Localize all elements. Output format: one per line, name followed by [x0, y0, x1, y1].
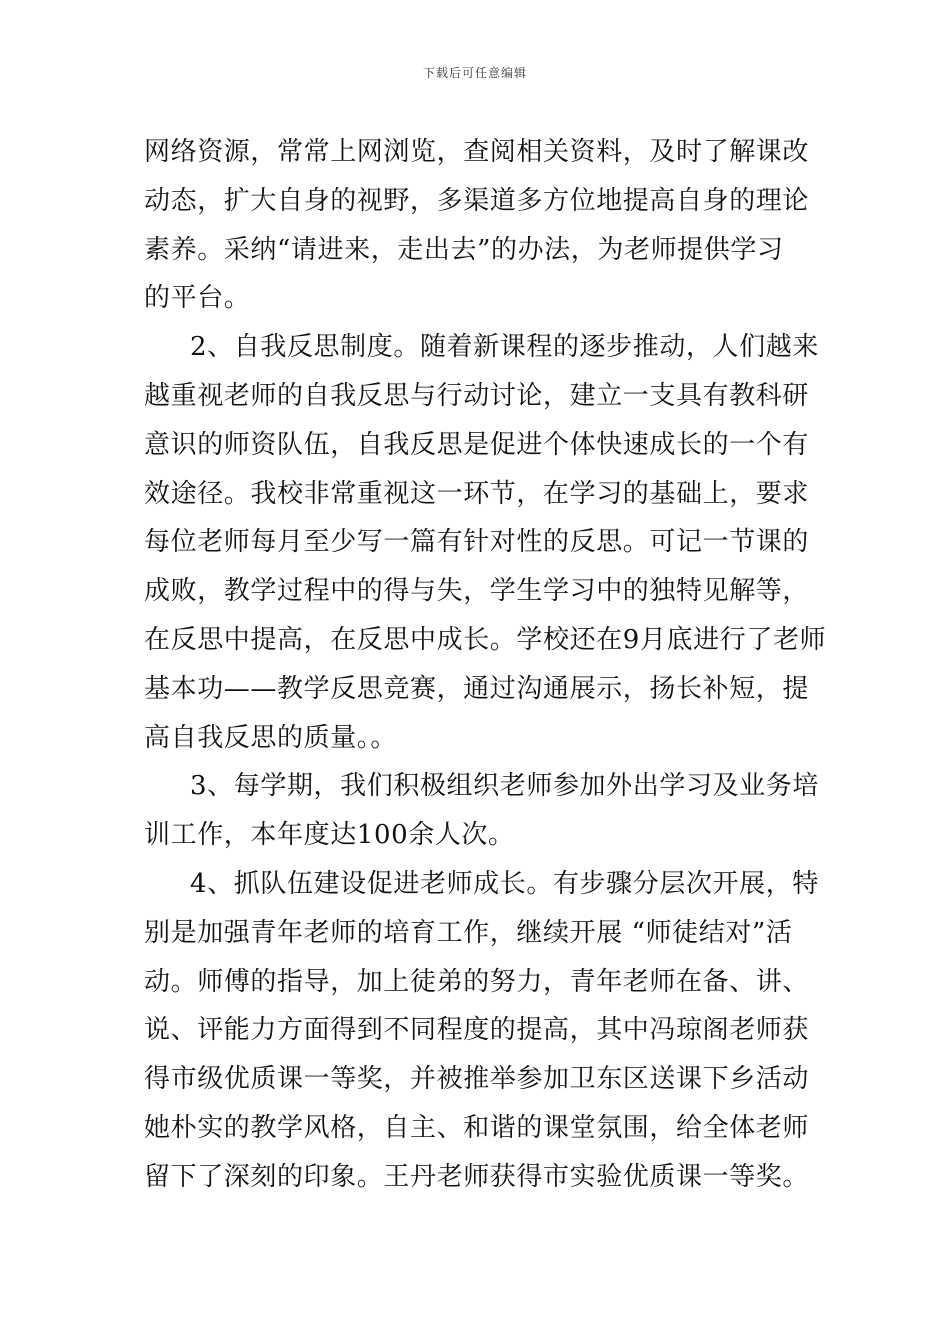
paragraph-2-start: 2、自我反思制度。随着新课程的逐步推动，人们越来: [190, 332, 819, 363]
text-line: 意识的师资队伍，自我反思是促进个体快速成长的一个有: [144, 429, 810, 460]
text-line: 动态，扩大自身的视野，多渠道多方位地提高自身的理论: [144, 185, 810, 216]
text-line: 留下了深刻的印象。王丹老师获得市实验优质课一等奖。: [144, 1161, 810, 1192]
text-line: 别是加强青年老师的培育工作，继续开展 “师徒结对”活: [144, 917, 793, 948]
text-line: 训工作，本年度达100余人次。: [144, 820, 515, 851]
text-line: 在反思中提高，在反思中成长。学校还在9月底进行了老师: [144, 624, 827, 655]
text-line: 效途径。我校非常重视这一环节，在学习的基础上，要求: [144, 478, 810, 509]
text-line: 越重视老师的自我反思与行动讨论，建立一支具有教科研: [144, 380, 810, 411]
text-line: 得市级优质课一等奖，并被推举参加卫东区送课下乡活动: [144, 1064, 810, 1095]
text-line: 网络资源，常常上网浏览，查阅相关资料，及时了解课改: [144, 137, 810, 167]
text-line: 基本功——教学反思竞赛，通过沟通展示，扬长补短，提: [144, 673, 810, 704]
text-line: 素养。采纳“请进来，走出去”的办法，为老师提供学习: [144, 234, 784, 265]
text-line: 她朴实的教学风格，自主、和谐的课堂氛围，给全体老师: [144, 1112, 810, 1143]
text-line: 高自我反思的质量。。: [144, 722, 398, 753]
text-line: 说、评能力方面得到不同程度的提高，其中冯琼阁老师获: [144, 1015, 810, 1046]
text-line: 每位老师每月至少写一篇有针对性的反思。可记一节课的: [144, 527, 810, 558]
paragraph-3-start: 3、每学期，我们积极组织老师参加外出学习及业务培: [190, 771, 819, 802]
text-line: 的平台。: [144, 283, 251, 314]
document-body: [144, 128, 827, 1202]
paragraph-4-start: 4、抓队伍建设促进老师成长。有步骤分层次开展，特: [190, 868, 819, 899]
page-header: 下载后可任意编辑: [422, 66, 527, 80]
text-line: 成败，教学过程中的得与失，学生学习中的独特见解等，: [144, 576, 810, 607]
text-line: 动。师傅的指导，加上徒弟的努力，青年老师在备、讲、: [144, 966, 810, 997]
